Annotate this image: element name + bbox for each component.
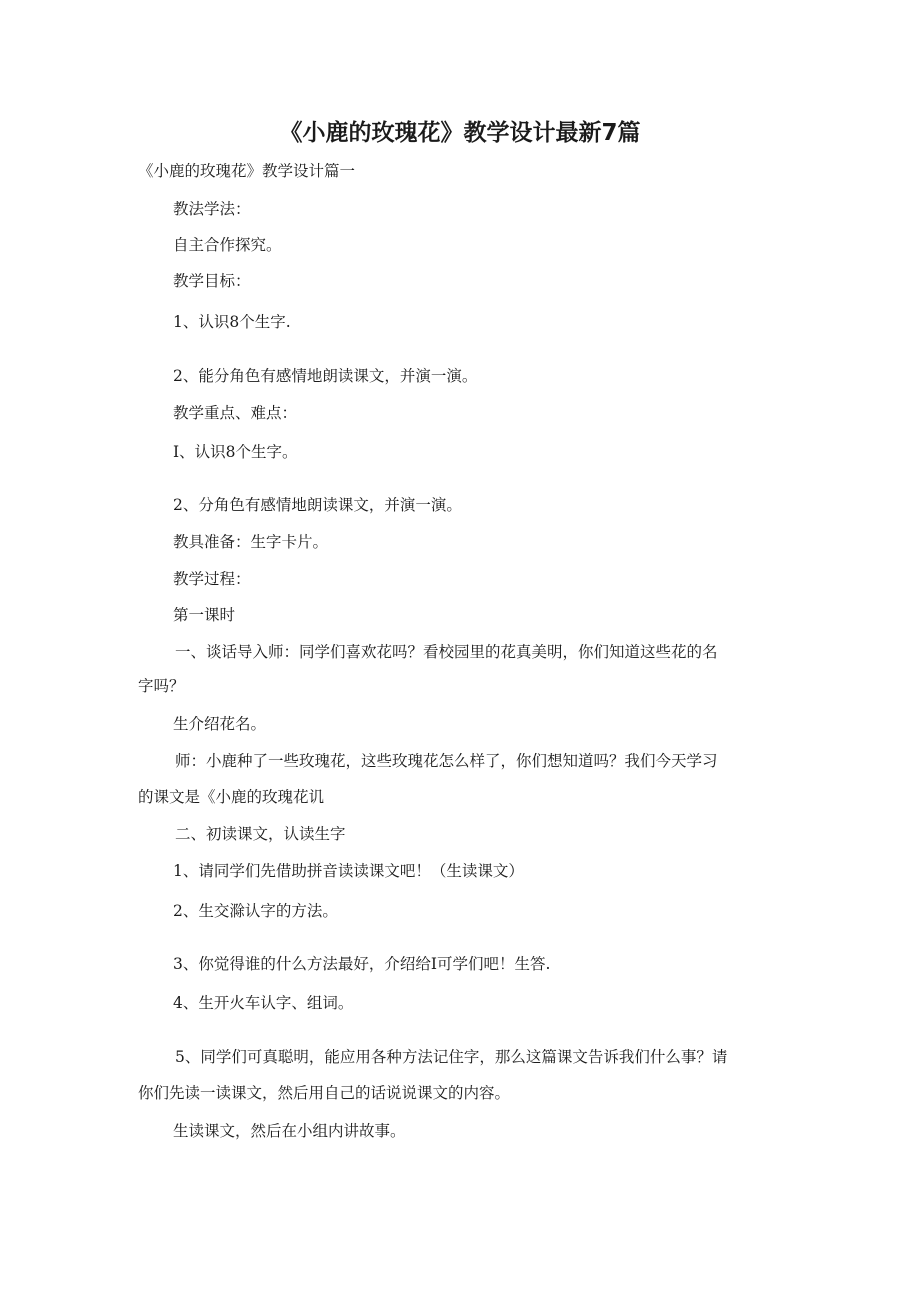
- paragraph: 1、认识8个生字.: [173, 313, 291, 331]
- paragraph: 一、谈话导入师：同学们喜欢花吗？看校园里的花真美明，你们知道这些花的名: [175, 643, 718, 661]
- paragraph: 第一课时: [173, 606, 236, 624]
- paragraph: 生读课文，然后在小组内讲故事。: [173, 1122, 406, 1140]
- paragraph: 4、生开火车认字、组词。: [173, 994, 354, 1012]
- section-heading: 《小鹿的玫瑰花》教学设计篇一: [138, 162, 356, 180]
- paragraph: 生介绍花名。: [173, 715, 267, 733]
- section-heading: 二、初读课文，认读生字: [175, 825, 346, 843]
- paragraph: 字吗？: [138, 677, 185, 695]
- paragraph: 教学重点、难点：: [173, 404, 298, 422]
- paragraph: 教具准备：生字卡片。: [173, 533, 329, 551]
- paragraph: 3、你觉得谁的什么方法最好，介绍给I可学们吧！生答.: [173, 955, 551, 973]
- paragraph: 2、生交滁认字的方法。: [173, 902, 338, 920]
- paragraph: 师：小鹿种了一些玫瑰花，这些玫瑰花怎么样了，你们想知道吗？我们今天学习: [175, 752, 718, 770]
- paragraph: 教学过程：: [173, 570, 251, 588]
- paragraph: 你们先读一读课文，然后用自己的话说说课文的内容。: [138, 1084, 511, 1102]
- paragraph: 教法学法：: [173, 200, 251, 218]
- paragraph: 2、分角色有感情地朗读课文，并演一演。: [173, 496, 462, 514]
- paragraph: 2、能分角色有感情地朗读课文，并演一演。: [173, 367, 478, 385]
- paragraph: 5、同学们可真聪明，能应用各种方法记住字，那么这篇课文告诉我们什么事？请: [175, 1048, 728, 1066]
- document-title: 《小鹿的玫瑰花》教学设计最新7篇: [279, 120, 641, 146]
- paragraph: 的课文是《小鹿的玫瑰花讥: [138, 788, 325, 806]
- paragraph: 1、请同学们先借助拼音读读课文吧！（生读课文）: [173, 862, 524, 880]
- paragraph: 教学目标：: [173, 272, 251, 290]
- paragraph: 自主合作探究。: [173, 236, 282, 254]
- paragraph: I、认识8个生字。: [173, 443, 298, 461]
